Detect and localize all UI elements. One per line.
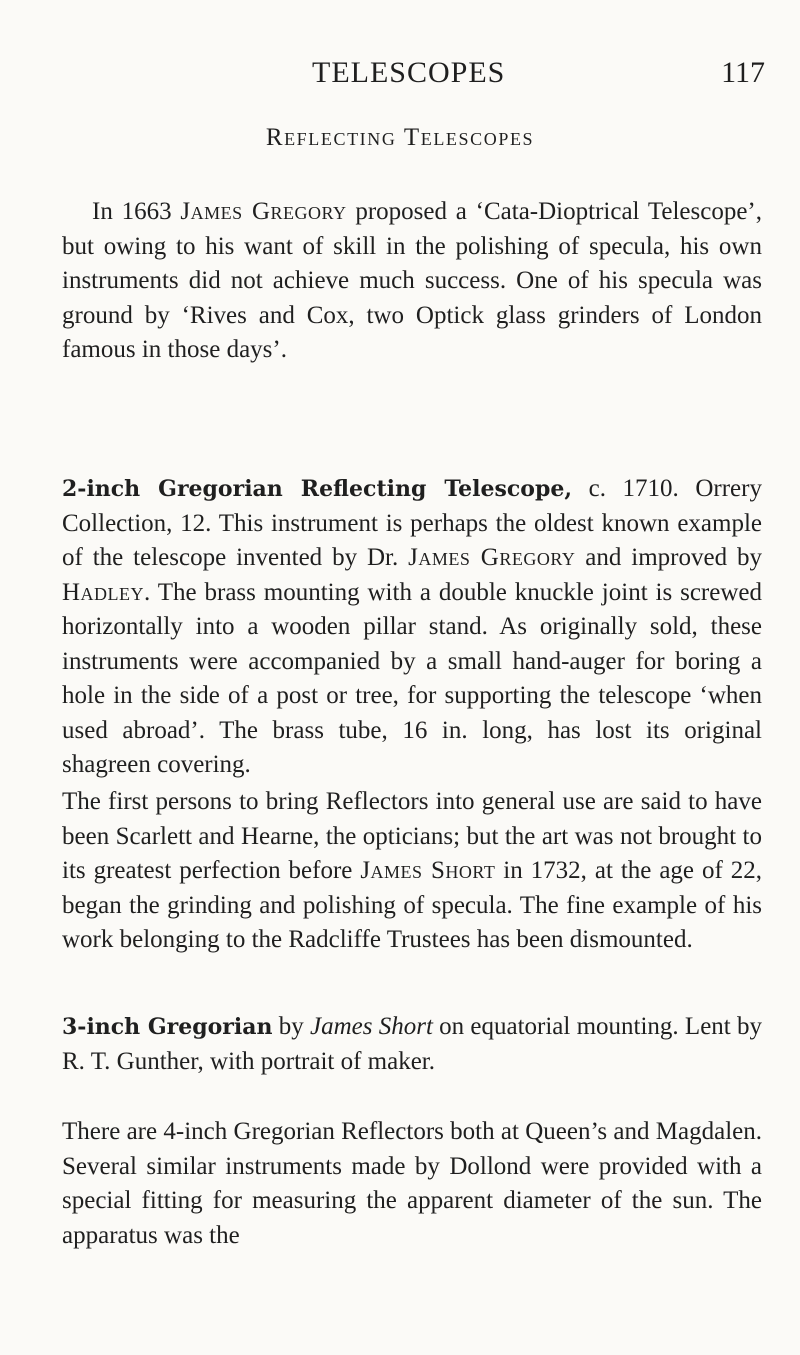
paragraph-text: on equatorial mounting. Lent by R. T. Gunther, with portrait of maker. (62, 1013, 762, 1075)
paragraph-gregory-intro (62, 195, 762, 368)
page-number: 117 (721, 56, 765, 89)
section-title: Reflecting Telescopes (265, 124, 535, 151)
paragraph-text: In 1663 (92, 198, 181, 225)
paragraph-text: and improved by (575, 544, 762, 571)
paragraph-text: proposed a ‘Cata-Dioptrical Telescope’, but owing to his want of skill in the polishing of specula, his own instruments did not achieve much success. One of his specula was ground by ‘Rives and Cox, two Optick glass grinders of London famous in those days’. (62, 198, 762, 363)
entry-heading: 2-inch Gregorian Reflecting Telescope, (62, 476, 573, 502)
running-title: TELESCOPES (312, 56, 506, 89)
person-name: James Gregory (408, 544, 576, 571)
paragraph-3-inch-gregorian (62, 1010, 762, 1079)
paragraph-text: in 1732, at the age of 22, began the grinding and polishing of specula. The fine example of his work belonging to the Radcliffe Trustees has been dismounted. (62, 857, 762, 953)
paragraph-2-inch-gregorian (62, 472, 762, 783)
person-name: James Gregory (180, 198, 347, 225)
paragraph-text: by (272, 1013, 310, 1040)
paragraph-text: The first persons to bring Reflectors into general use are said to have been Scarlett and Hearne, the opticians; but the art was not brought to its greatest perfection before (62, 788, 762, 884)
paragraph-text: . The brass mounting with a double knuckle joint is screwed horizontally into a wooden pillar stand. As originally sold, these instruments were accompanied by a small hand-auger for boring a hole in the side of a post or tree, for supporting the telescope ‘when used abroad’. The brass tube, 16 in. long, has lost its original shagreen covering. (62, 578, 762, 778)
entry-heading: 3-inch Gregorian (62, 1014, 273, 1040)
paragraph-4-inch-reflectors (62, 1115, 762, 1253)
person-name: James Short (309, 1013, 433, 1040)
paragraph-text: There are 4-inch Gregorian Reflectors both at Queen’s and Magdalen. Several similar instruments made by Dollond were provided with a special fitting for measuring the apparent diameter of the sun. The apparatus was the (62, 1118, 762, 1249)
paragraph-reflectors-history (62, 785, 762, 958)
person-name: James Short (360, 857, 496, 884)
page-header (312, 56, 765, 96)
person-name: Hadley (62, 578, 145, 606)
paragraph-text: c. 1710. Orrery Collection, 12. This instrument is perhaps the oldest known example of the telescope invented by Dr. (62, 475, 762, 571)
